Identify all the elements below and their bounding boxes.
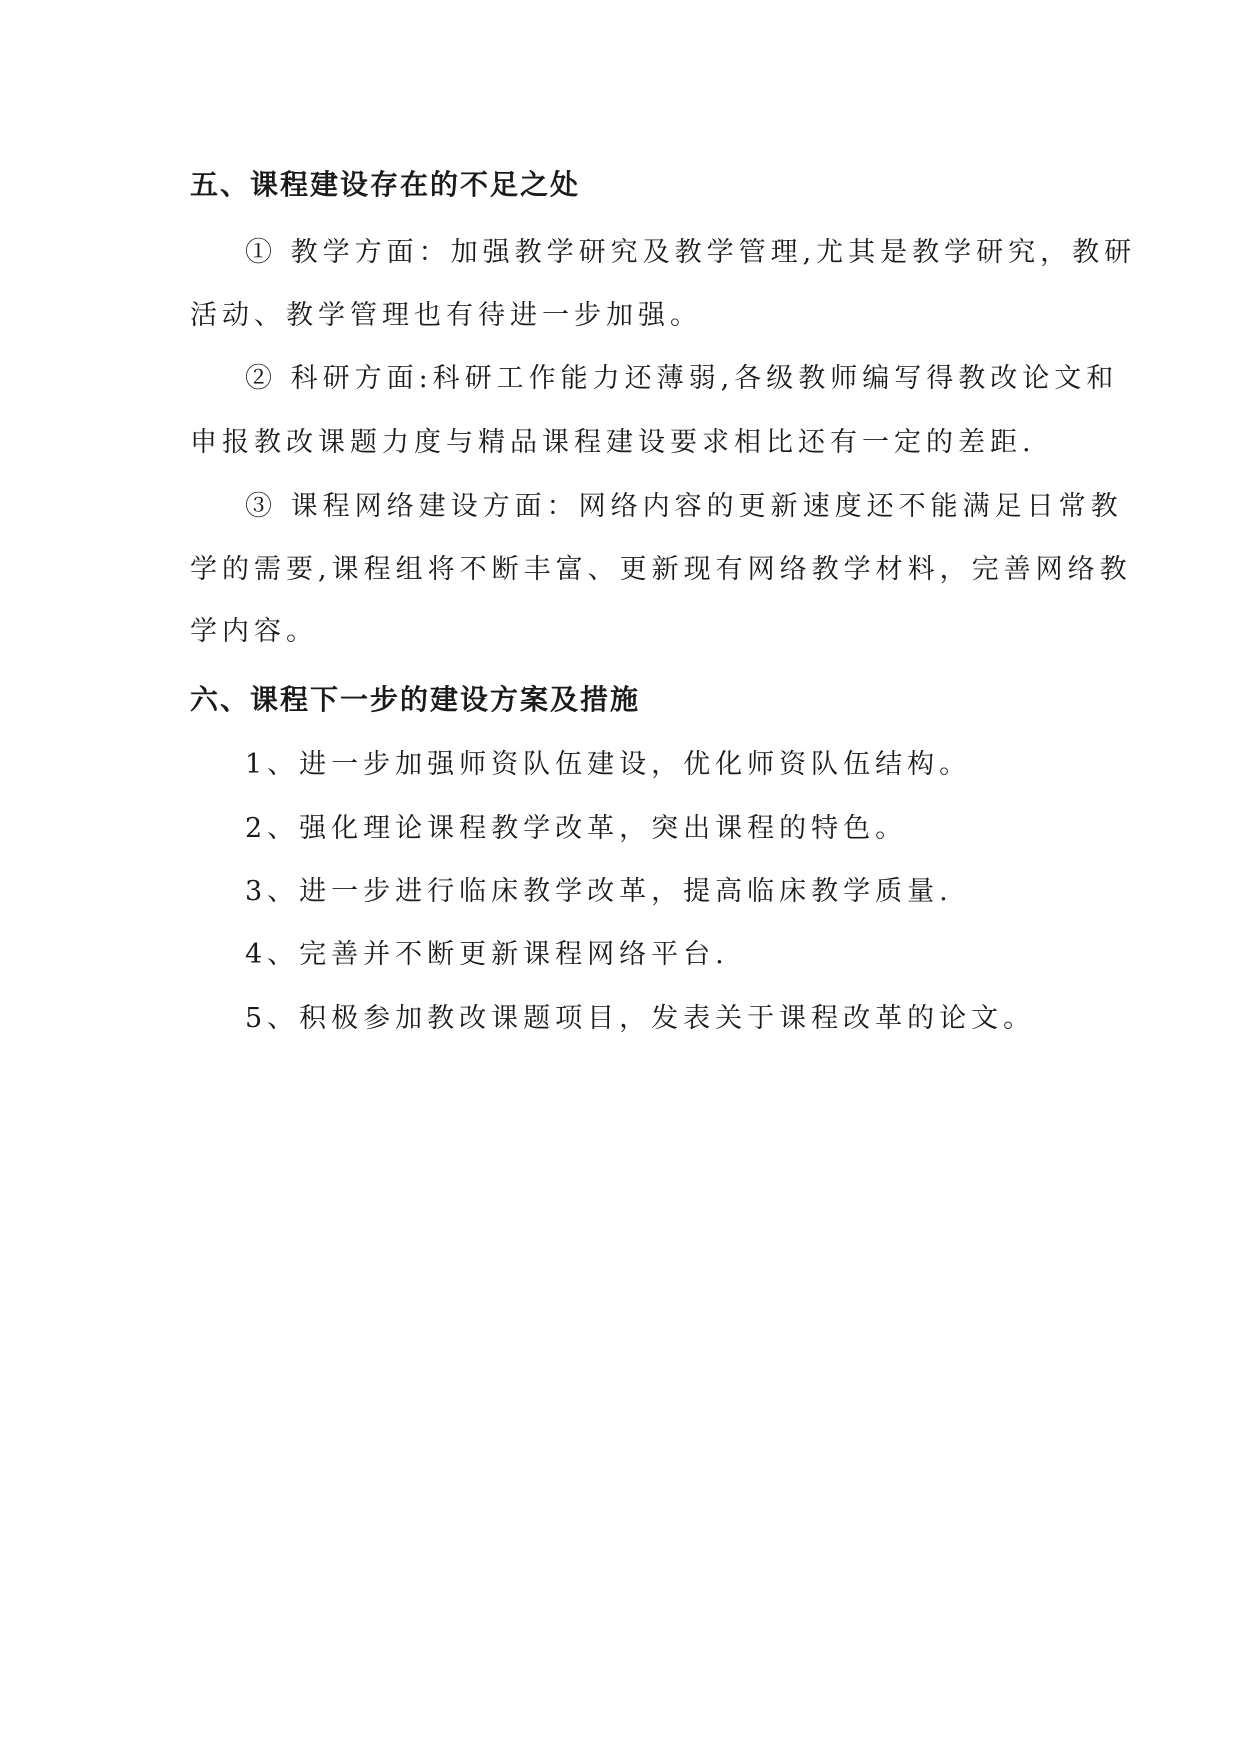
- paragraph-line: ① 教学方面：加强教学研究及教学管理,尤其是教学研究，教研: [245, 237, 1137, 268]
- section-5-heading: 五、课程建设存在的不足之处: [190, 168, 581, 201]
- section-6-heading: 六、课程下一步的建设方案及措施: [190, 683, 641, 716]
- list-item: 1、进一步加强师资队伍建设，优化师资队伍结构。: [245, 749, 972, 780]
- paragraph-line: 活动、教学管理也有待进一步加强。: [190, 300, 702, 331]
- paragraph-line: 申报教改课题力度与精品课程建设要求相比还有一定的差距.: [190, 427, 1036, 458]
- paragraph-line: ② 科研方面:科研工作能力还薄弱,各级教师编写得教改论文和: [245, 363, 1119, 394]
- list-item: 5、积极参加教改课题项目，发表关于课程改革的论文。: [245, 1003, 1036, 1034]
- paragraph-line: 学的需要,课程组将不断丰富、更新现有网络教学材料，完善网络教: [190, 554, 1132, 585]
- list-item: 3、进一步进行临床教学改革，提高临床教学质量.: [245, 876, 953, 907]
- paragraph-line: 学内容。: [190, 616, 318, 647]
- list-item: 4、完善并不断更新课程网络平台.: [245, 939, 729, 970]
- list-item: 2、强化理论课程教学改革，突出课程的特色。: [245, 813, 908, 844]
- paragraph-line: ③ 课程网络建设方面：网络内容的更新速度还不能满足日常教: [245, 491, 1123, 522]
